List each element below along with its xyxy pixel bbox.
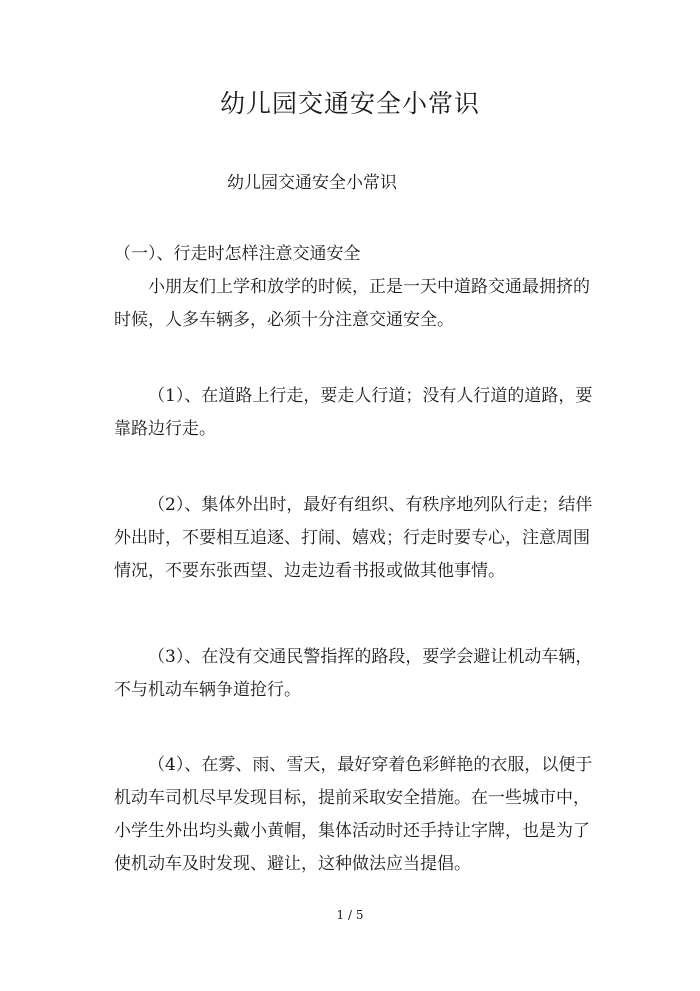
paragraph-rule-2: （2）、集体外出时，最好有组织、有秩序地列队行走；结伴外出时，不要相互追逐、打闹、嬉戏；行走时要专心，注意周围情况，不要东张西望、边走边看书报或做其他事情。 bbox=[114, 495, 593, 581]
document-subtitle: 幼儿园交通安全小常识 bbox=[227, 173, 397, 193]
paragraph-rule-3: （3）、在没有交通民警指挥的路段，要学会避让机动车辆，不与机动车辆争道抢行。 bbox=[114, 647, 593, 700]
document-title: 幼儿园交通安全小常识 bbox=[219, 89, 480, 118]
paragraph-rule-4: （4）、在雾、雨、雪天，最好穿着色彩鲜艳的衣服，以便于机动车司机尽早发现目标，提前采取安全措施。在一些城市中，小学生外出均头戴小黄帽，集体活动时还手持让字牌，也是为了使机动车及时发现、避让，这种做法应当提倡。 bbox=[114, 755, 593, 874]
paragraph-intro: 小朋友们上学和放学的时候，正是一天中道路交通最拥挤的时候，人多车辆多，必须十分注意交通安全。 bbox=[114, 277, 590, 330]
paragraph-rule-1: （1）、在道路上行走，要走人行道；没有人行道的道路，要靠路边行走。 bbox=[114, 386, 593, 439]
section-heading: （一）、行走时怎样注意交通安全 bbox=[114, 244, 361, 264]
page-number: 1 / 5 bbox=[336, 908, 364, 922]
